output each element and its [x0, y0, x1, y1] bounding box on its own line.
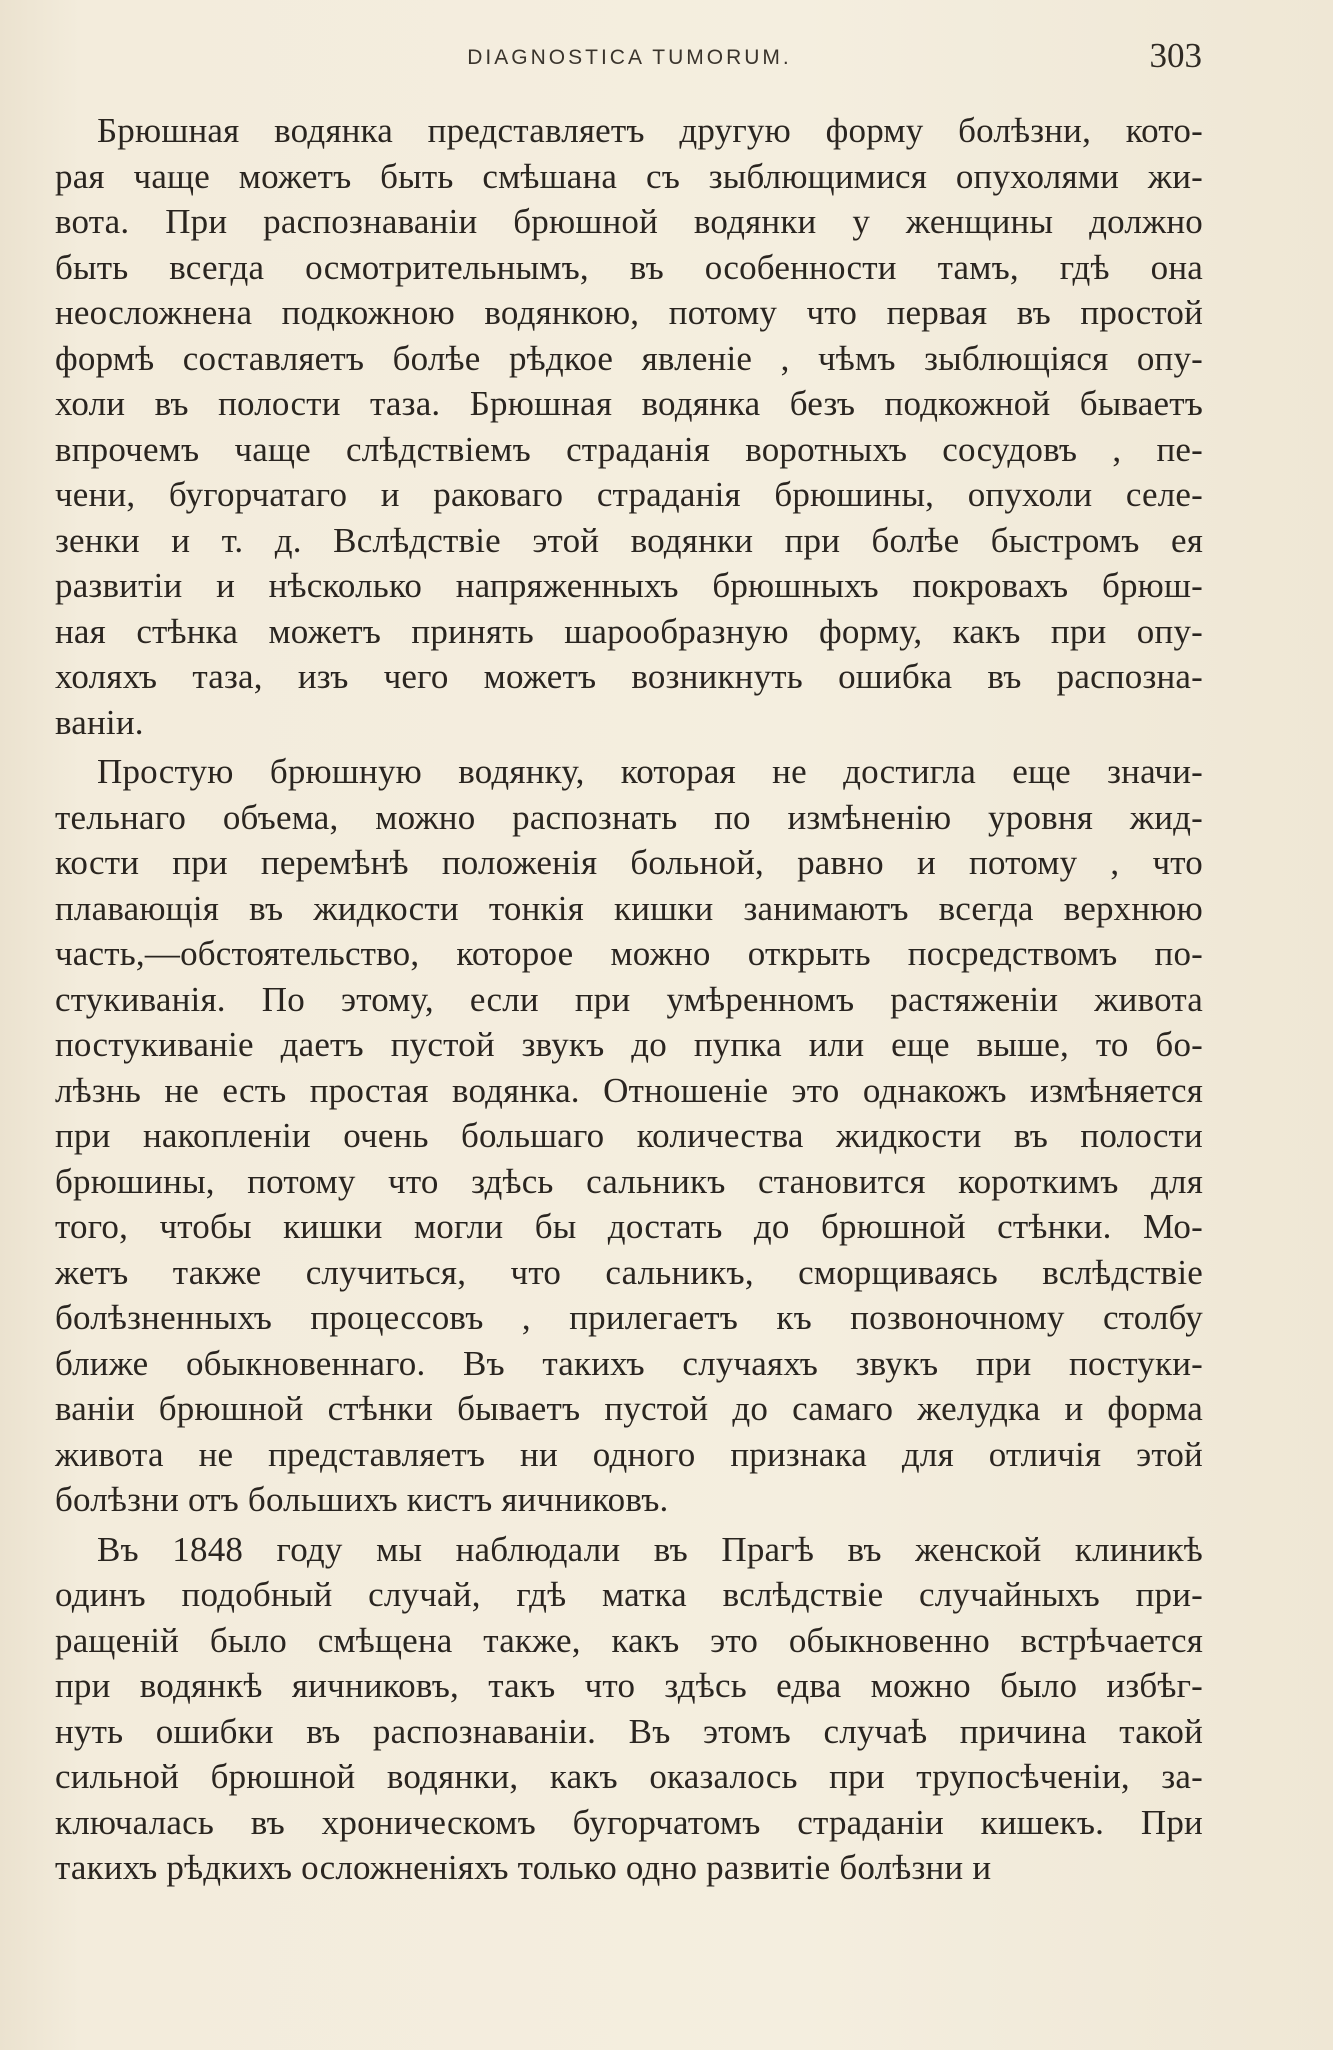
paragraph: [55, 749, 1203, 1523]
page-header: [57, 36, 1202, 80]
body-text: [55, 108, 1203, 1891]
text-line: вота. При распознаваніи брюшной водянки у женщины должно: [55, 202, 1203, 241]
text-line: брюшины, потому что здѣсь сальникъ становится короткимъ для: [55, 1161, 1203, 1201]
text-line: того, чтобы кишки могли бы достать до брюшной стѣнки. Мо-: [55, 1207, 1203, 1246]
text-line: стукиванія. По этому, если при умѣренномъ растяженіи живота: [55, 979, 1203, 1019]
text-line: ращеній было смѣщена также, какъ это обыкновенно встрѣчается: [55, 1620, 1203, 1660]
text-line: развитіи и нѣсколько напряженныхъ брюшныхъ покровахъ брюш-: [55, 566, 1203, 605]
text-line: постукиваніе даетъ пустой звукъ до пупка или еще выше, то бо-: [55, 1025, 1203, 1064]
text-line: формѣ составляетъ болѣе рѣдкое явленіе , чѣмъ зыблющіяся опу-: [55, 338, 1203, 378]
page-number: 303: [1149, 36, 1202, 75]
text-line: Брюшная водянка представляетъ другую форму болѣзни, кото-: [97, 111, 1203, 150]
running-head: DIAGNOSTICA TUMORUM.: [467, 46, 792, 69]
text-line: Въ 1848 году мы наблюдали въ Прагѣ въ женской клиникѣ: [97, 1529, 1203, 1569]
text-line: холяхъ таза, изъ чего можетъ возникнуть ошибка въ распозна-: [55, 657, 1203, 696]
text-line: зенки и т. д. Вслѣдствіе этой водянки при болѣе быстромъ ея: [55, 520, 1203, 560]
text-line: лѣзнь не есть простая водянка. Отношеніе это однакожъ измѣняется: [55, 1070, 1203, 1110]
text-line: неосложнена подкожною водянкою, потому что первая въ простой: [55, 293, 1203, 332]
paragraph: [55, 108, 1203, 745]
paragraph: [55, 1527, 1203, 1891]
text-line: ближе обыкновеннаго. Въ такихъ случаяхъ звукъ при постуки-: [55, 1343, 1203, 1383]
text-line: кости при перемѣнѣ положенія больной, равно и потому , что: [55, 843, 1203, 882]
text-line: при водянкѣ яичниковъ, такъ что здѣсь едва можно было избѣг-: [55, 1666, 1203, 1705]
text-line: чени, бугорчатаго и раковаго страданія брюшины, опухоли селе-: [55, 475, 1203, 514]
text-line: ваніи брюшной стѣнки бываетъ пустой до самаго желудка и форма: [55, 1389, 1203, 1428]
text-line: ключалась въ хроническомъ бугорчатомъ страданіи кишекъ. При: [55, 1802, 1203, 1842]
text-line: болѣзни отъ большихъ кистъ яичниковъ.: [55, 1480, 669, 1519]
text-line: жетъ также случиться, что сальникъ, сморщиваясь вслѣдствіе: [55, 1252, 1203, 1292]
text-line: живота не представляетъ ни одного признака для отличія этой: [55, 1434, 1203, 1474]
text-line: нуть ошибки въ распознаваніи. Въ этомъ случаѣ причина такой: [55, 1711, 1203, 1751]
text-line: холи въ полости таза. Брюшная водянка безъ подкожной бываетъ: [55, 384, 1203, 423]
text-line: ная стѣнка можетъ принять шарообразную форму, какъ при опу-: [55, 611, 1203, 651]
text-line: Простую брюшную водянку, которая не достигла еще значи-: [97, 752, 1203, 791]
text-line: болѣзненныхъ процессовъ , прилегаетъ къ позвоночному столбу: [55, 1298, 1203, 1337]
text-line: впрочемъ чаще слѣдствіемъ страданія воротныхъ сосудовъ , пе-: [55, 429, 1203, 469]
text-line: рая чаще можетъ быть смѣшана съ зыблющимися опухолями жи-: [55, 156, 1203, 196]
text-line: тельнаго объема, можно распознать по измѣненію уровня жид-: [55, 797, 1203, 837]
text-line: ваніи.: [55, 702, 144, 742]
text-line: такихъ рѣдкихъ осложненіяхъ только одно развитіе болѣзни и: [55, 1848, 992, 1887]
text-line: сильной брюшной водянки, какъ оказалось при трупосѣченіи, за-: [55, 1757, 1203, 1796]
text-line: плавающія въ жидкости тонкія кишки занимаютъ всегда верхнюю: [55, 888, 1203, 928]
text-line: быть всегда осмотрительнымъ, въ особенности тамъ, гдѣ она: [55, 247, 1203, 287]
text-line: при накопленіи очень большаго количества жидкости въ полости: [55, 1116, 1203, 1155]
text-line: одинъ подобный случай, гдѣ матка вслѣдствіе случайныхъ при-: [55, 1575, 1203, 1614]
text-line: часть,—обстоятельство, которое можно открыть посредствомъ по-: [55, 934, 1203, 973]
